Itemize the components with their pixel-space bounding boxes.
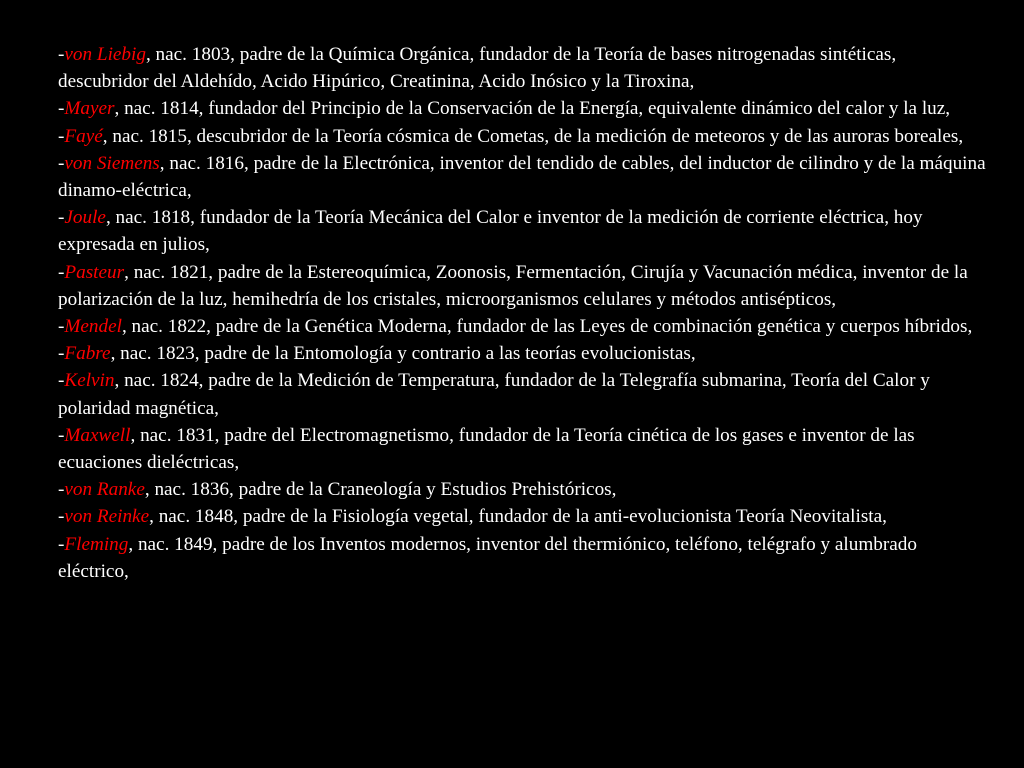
scientist-name: Mayer (64, 98, 115, 120)
scientist-name: Maxwell (64, 424, 131, 446)
entry-fleming (58, 531, 988, 585)
entry-text: , nac. 1831, padre del Electromagnetismo, fundador de la Teoría cinética de los gases e inventor de las ecuaciones dieléctricas, (58, 424, 915, 474)
entry-von-ranke (58, 476, 988, 503)
entry-dash: - (58, 506, 65, 528)
entry-maxwell (58, 422, 988, 476)
scientist-name: von Ranke (64, 479, 145, 501)
entry-text: , nac. 1823, padre de la Entomología y contrario a las teorías evolucionistas, (110, 343, 696, 365)
scientist-name: Fabre (64, 343, 111, 365)
entry-mayer (58, 95, 988, 122)
scientist-name: Mendel (64, 316, 122, 338)
entry-von-siemens (58, 150, 988, 204)
entry-dash: - (58, 316, 65, 338)
entry-dash: - (58, 343, 65, 365)
text-block (58, 41, 988, 585)
entry-dash: - (58, 207, 65, 229)
entry-text: , nac. 1848, padre de la Fisiología vegetal, fundador de la anti-evolucionista Teoría Neovitalista, (149, 506, 887, 528)
entry-dash: - (58, 479, 65, 501)
scientist-name: von Reinke (64, 506, 150, 528)
entry-faye (58, 123, 988, 150)
scientist-name: Joule (64, 207, 106, 229)
scientist-name: Fleming (64, 533, 129, 555)
entry-dash: - (58, 125, 65, 147)
entry-text: , nac. 1824, padre de la Medición de Temperatura, fundador de la Telegrafía submarina, Teoría del Calor y polaridad magnética, (58, 370, 930, 419)
entry-dash: - (58, 424, 65, 446)
entry-text: , nac. 1816, padre de la Electrónica, inventor del tendido de cables, del inductor de cilindro y de la máquina dinamo-eléctrica, (58, 152, 986, 202)
scientist-name: Fayé (64, 125, 103, 147)
entry-dash: - (58, 370, 65, 392)
scientist-name: Pasteur (64, 261, 125, 283)
entry-pasteur (58, 259, 988, 313)
entry-text: , nac. 1818, fundador de la Teoría Mecánica del Calor e inventor de la medición de corriente eléctrica, hoy expresada en julios, (58, 207, 923, 256)
scientist-name: von Liebig (64, 44, 146, 65)
entry-text: , nac. 1803, padre de la Química Orgánica, fundador de la Teoría de bases nitrogenadas sintéticas, descubridor del Aldehído, Acido Hipúrico, Creatinina, Acido Inósico y la Tiroxina, (58, 44, 897, 93)
entry-fabre (58, 340, 988, 367)
entry-text: , nac. 1849, padre de los Inventos modernos, inventor del thermiónico, teléfono, telégrafo y alumbrado eléctrico, (58, 533, 917, 582)
entry-von-liebig (58, 41, 988, 95)
entry-text: , nac. 1814, fundador del Principio de la Conservación de la Energía, equivalente dinámico del calor y la luz, (114, 98, 951, 120)
entry-dash: - (58, 533, 65, 555)
entry-dash: - (58, 261, 65, 283)
entry-text: , nac. 1836, padre de la Craneología y Estudios Prehistóricos, (144, 479, 617, 501)
entry-von-reinke (58, 503, 988, 530)
entry-dash: - (58, 152, 65, 174)
entry-text: , nac. 1822, padre de la Genética Moderna, fundador de las Leyes de combinación genética y cuerpos híbridos, (121, 316, 973, 338)
entry-text: , nac. 1815, descubridor de la Teoría cósmica de Cometas, de la medición de meteoros y de las auroras boreales, (102, 125, 964, 147)
entry-kelvin (58, 367, 988, 421)
entry-text: , nac. 1821, padre de la Estereoquímica, Zoonosis, Fermentación, Cirujía y Vacunación médica, inventor de la polarización de la luz, hemihedría de los cristales, microorganismos celulares y métodos antisépticos, (58, 261, 968, 310)
entry-dash: - (58, 98, 65, 120)
entry-joule (58, 204, 988, 258)
scientist-name: Kelvin (64, 370, 115, 392)
entry-dash: - (58, 44, 65, 65)
entry-mendel (58, 313, 988, 340)
scientist-name: von Siemens (64, 152, 160, 174)
